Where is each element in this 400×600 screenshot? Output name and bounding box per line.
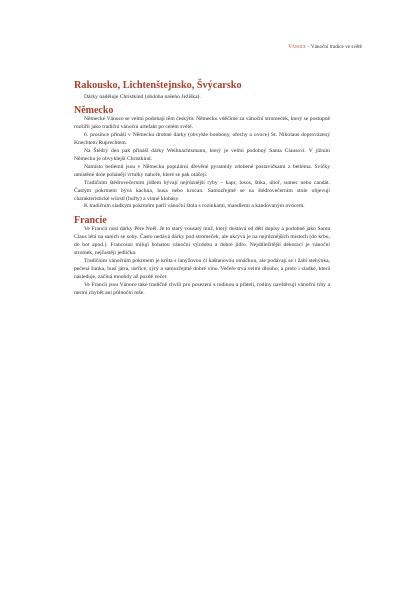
france-paragraph-2: Tradičním vánočním pokrmem je krůta s lanýžovou či kaštanovou omáčkou, ale podávají se i žabí stehýnka, pečená šunka, husí játra, ústřice, sýry a samozřejmě dobré víno. Večeře trvá velmi dlouho, a proto i sladké, která následuje, začíná mnohdy až pozdě večer. [74, 258, 330, 281]
germany-paragraph-5: Tradičním štědrovečerním jídlem bývají nejrůznější ryby – kapr, losos, štika, úhoř, sumec nebo candát. Častým pokrmem bývá kachna, husa nebo krocan. Samozřejmě se na štědrovečerním stole objevují charakteristické würstl (buřty) a vinné klobásy. [74, 179, 330, 202]
running-header-title: Vánoce [288, 44, 306, 50]
germany-paragraph-2: 6. prosince přináší v Německu drobné dárky (obvykle bonbony, ořechy a ovoce) St. Nikolaus doprovázený Knechtem Ruprechtem. [74, 131, 330, 146]
running-header-separator: – [305, 44, 311, 50]
section-subtitle-austria: Dárky naděluje Christkind (obdoba našeho Ježíška). [84, 94, 201, 100]
section-heading-austria: Rakousko, Lichtenštejnsko, Švýcarsko [74, 80, 242, 91]
france-paragraph-3: Ve Francii jsou Vánoce také tradičně chvílí pro posezení s rodinou a přáteli, rodiny navštěvují vánoční trhy a nesmí chybět ani půlnoční mše. [74, 282, 330, 297]
france-paragraph-1: Ve Francii nosí dárky Père Noël. Je to starý vousatý muž, který dostává od dětí dopisy a podobně jako Santa Claus létá na saních se soby. Často nedává dárky pod stromeček, ale ukrývá je na nejrůznějších místech (do krbu, do bot apod.). Francouzi milují bohatou vánoční výzdobu a dobré jídlo. Nejdůležitější dekorací je vánoční stromek, nejčastěji jedlička. [74, 226, 330, 257]
germany-paragraph-4: Namísto betlémů jsou v Německu populární dřevěné pyramidy zdobené postavičkami z betléma. Svíčky umístěné dole pohánějí vrtulky nahoře, které se pak otáčejí. [74, 163, 330, 178]
germany-paragraph-3: Na Štědrý den pak přináší dárky Weihnachtsmann, který je velmi podobný Santa Clausovi. V jižním Německu je obvyklejší Christkind. [74, 147, 330, 162]
germany-paragraph-1: Německé Vánoce se velmi podobají těm českým. Německu vděčíme za vánoční stromeček, který se postupně rozšířil jako tradiční vánoční artefakt po celém světě. [74, 116, 330, 130]
section-heading-germany: Německo [74, 105, 114, 116]
running-header-subtitle: Vánoční tradice ve světě [310, 44, 362, 50]
germany-paragraph-6: K tradičním sladkým pokrmům patří vánoční štola s rozinkami, mandlemi a kandovaným ovocem. [84, 203, 305, 210]
page-content [74, 80, 330, 298]
section-heading-france: Francie [74, 215, 107, 227]
running-header [288, 44, 362, 50]
